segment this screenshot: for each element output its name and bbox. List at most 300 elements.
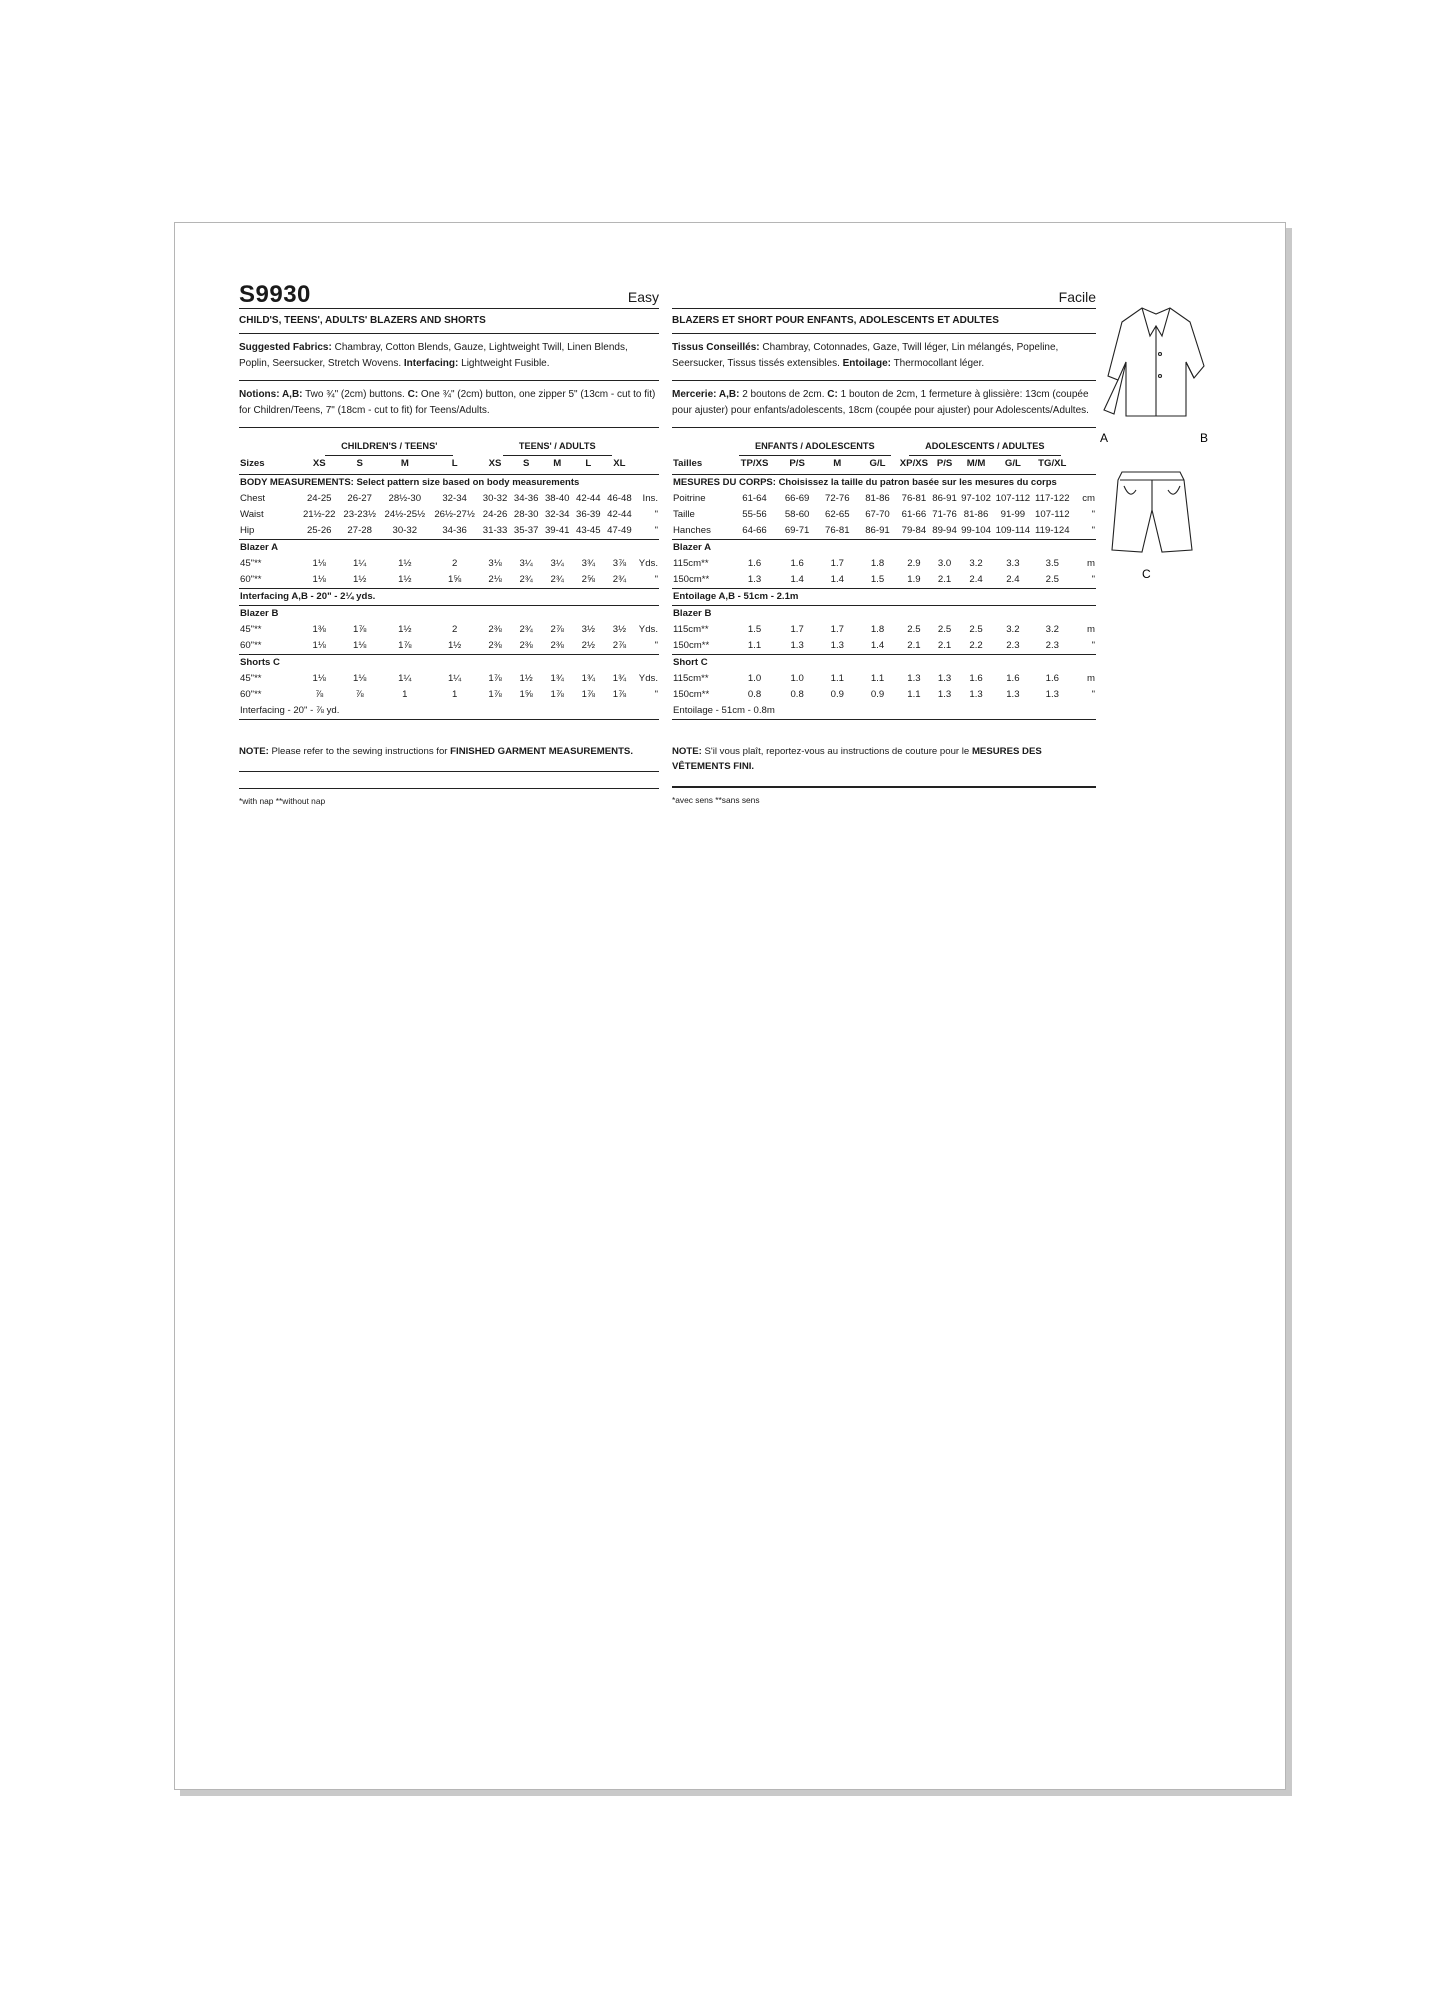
table-cell: 97-102 bbox=[961, 493, 991, 504]
pattern-title-fr: BLAZERS ET SHORT POUR ENFANTS, ADOLESCENTS ET ADULTES bbox=[672, 313, 1096, 334]
table-cell: 21½-22 bbox=[302, 509, 336, 520]
difficulty-level-fr: Facile bbox=[1058, 289, 1096, 305]
interfacing-text: Thermocollant léger. bbox=[890, 358, 985, 369]
table-cell: 1⅞ bbox=[353, 624, 367, 635]
unit-cell: " bbox=[654, 640, 658, 651]
table-cell: 2 bbox=[451, 624, 458, 635]
table-cell: 32-34 bbox=[442, 493, 467, 504]
interfacing-ab-row-label: Entoilage A,B - 51cm - 2.1m bbox=[672, 589, 1096, 606]
table-cell: 38-40 bbox=[544, 493, 570, 504]
spacer-cell bbox=[1072, 456, 1096, 475]
table-cell: 61-66 bbox=[901, 509, 927, 520]
interfacing-c-label: Entoilage - 51cm - 0.8m bbox=[673, 705, 775, 716]
row-label: Taille bbox=[673, 509, 695, 520]
size-header: L bbox=[573, 456, 604, 475]
table-cell: 2¾ bbox=[612, 574, 627, 585]
table-cell: 1¾ bbox=[581, 673, 595, 684]
table-cell: 1 bbox=[451, 689, 458, 700]
table-cell: 24½-25½ bbox=[384, 509, 426, 520]
table-row bbox=[672, 507, 1096, 523]
unit-cell: " bbox=[654, 689, 658, 700]
notions bbox=[239, 387, 659, 419]
table-cell: 36-39 bbox=[576, 509, 601, 520]
unit-cell: m bbox=[1087, 624, 1095, 635]
english-header bbox=[239, 278, 659, 309]
table-cell: 3⅞ bbox=[612, 558, 627, 569]
size-header: XS bbox=[299, 456, 339, 475]
size-header: G/L bbox=[857, 456, 897, 475]
interfacing-c-row bbox=[672, 703, 1096, 720]
shorts-c-heading bbox=[672, 655, 1096, 672]
table-cell: 2⅛ bbox=[488, 574, 502, 585]
table-cell: 2⅜ bbox=[488, 624, 502, 635]
row-label: 150cm** bbox=[673, 574, 710, 585]
unit-cell: " bbox=[1091, 689, 1095, 700]
suggested-fabrics-fr bbox=[672, 340, 1096, 372]
unit-cell: Yds. bbox=[638, 673, 658, 684]
table-cell: 1.3 bbox=[1045, 689, 1059, 700]
table-cell: 1⅞ bbox=[488, 689, 502, 700]
row-label: 45"** bbox=[240, 624, 262, 635]
table-cell: 27-28 bbox=[347, 525, 372, 536]
table-end-rule bbox=[239, 720, 659, 737]
french-header bbox=[672, 278, 1096, 309]
row-label: 60"** bbox=[240, 640, 262, 651]
table-cell: 71-76 bbox=[932, 509, 957, 520]
table-cell: 2⅜ bbox=[550, 640, 564, 651]
notions-c-text: One ¾" (2cm) button, one zipper 5" (13cm - cut to fit) for Children/Teens, 7" (18cm - cut to fit) for Teens/Adults. bbox=[239, 389, 656, 416]
size-group-label: CHILDREN'S / TEENS' bbox=[325, 438, 453, 456]
table-cell: 2.1 bbox=[937, 640, 952, 651]
row-label: 45"** bbox=[240, 673, 262, 684]
size-header: S bbox=[339, 456, 379, 475]
table-cell: 0.8 bbox=[790, 689, 804, 700]
unit-cell: Yds. bbox=[638, 624, 658, 635]
view-label-a: A bbox=[1100, 431, 1109, 445]
table-cell: 2⅜ bbox=[488, 640, 502, 651]
table-cell: 1½ bbox=[447, 640, 462, 651]
size-header: P/S bbox=[930, 456, 959, 475]
size-header: XS bbox=[480, 456, 511, 475]
table-cell: 86-91 bbox=[865, 525, 890, 536]
table-cell: 86-91 bbox=[932, 493, 957, 504]
size-group-row bbox=[239, 428, 659, 456]
table-cell: 47-49 bbox=[607, 525, 632, 536]
table-cell: 72-76 bbox=[825, 493, 850, 504]
unit-cell: " bbox=[654, 574, 658, 585]
interfacing-ab-row-label: Interfacing A,B - 20" - 2¼ yds. bbox=[239, 589, 659, 606]
table-cell: 1.4 bbox=[870, 640, 885, 651]
table-cell: 1⅛ bbox=[353, 673, 367, 684]
table-cell: 89-94 bbox=[932, 525, 957, 536]
row-label: 60"** bbox=[240, 689, 262, 700]
interfacing-label: Entoilage: bbox=[842, 358, 891, 369]
table-cell: ⅞ bbox=[315, 689, 324, 700]
table-cell: 1.8 bbox=[870, 558, 885, 569]
table-cell: 24-25 bbox=[306, 493, 332, 504]
table-cell: 1.9 bbox=[907, 574, 921, 585]
sizes-row bbox=[672, 456, 1096, 475]
table-cell: 26-27 bbox=[347, 493, 372, 504]
blazer-a-heading-label: Blazer A bbox=[672, 540, 1096, 557]
size-header: G/L bbox=[993, 456, 1032, 475]
unit-cell: " bbox=[1091, 574, 1095, 585]
table-cell: 1.7 bbox=[830, 624, 844, 635]
table-cell: 55-56 bbox=[742, 509, 767, 520]
table-cell: 1¼ bbox=[398, 673, 412, 684]
row-label: Poitrine bbox=[673, 493, 706, 504]
row-label: Hip bbox=[240, 525, 255, 536]
table-row bbox=[239, 556, 659, 572]
table-cell: 1.4 bbox=[790, 574, 804, 585]
table-cell: 2.1 bbox=[907, 640, 921, 651]
table-cell: 1¾ bbox=[550, 673, 564, 684]
note-label: NOTE: bbox=[239, 746, 269, 757]
table-row bbox=[672, 687, 1096, 703]
table-cell: 1⅞ bbox=[398, 640, 412, 651]
interfacing-text: Lightweight Fusible. bbox=[458, 358, 550, 369]
table-cell: 1.3 bbox=[1006, 689, 1020, 700]
table-cell: 1.0 bbox=[790, 673, 804, 684]
interfacing-c-label: Interfacing - 20" - ⅞ yd. bbox=[240, 705, 340, 716]
table-cell: 3⅛ bbox=[488, 558, 502, 569]
table-row bbox=[672, 523, 1096, 540]
table-cell: 2⅞ bbox=[550, 624, 564, 635]
footnote: *with nap **without nap bbox=[239, 796, 326, 806]
table-cell: 79-84 bbox=[901, 525, 927, 536]
table-cell: 25-26 bbox=[306, 525, 332, 536]
table-cell: 1⅞ bbox=[488, 673, 502, 684]
shorts-c-heading-label: Shorts C bbox=[239, 655, 659, 672]
unit-cell: cm bbox=[1082, 493, 1095, 504]
fabrics-label: Tissus Conseillés: bbox=[672, 342, 760, 353]
size-header: S bbox=[511, 456, 542, 475]
table-cell: 1½ bbox=[398, 558, 412, 569]
notions-text: 2 boutons de 2cm. bbox=[739, 389, 828, 400]
table-cell: 1⅛ bbox=[312, 673, 326, 684]
table-cell: 3.2 bbox=[1006, 624, 1020, 635]
blazer-a-heading-label: Blazer A bbox=[239, 540, 659, 557]
table-cell: 1⅞ bbox=[581, 689, 595, 700]
table-cell: 2½ bbox=[581, 640, 595, 651]
table-cell: 42-44 bbox=[576, 493, 601, 504]
notions-c-label: C: bbox=[827, 389, 838, 400]
table-cell: 1.3 bbox=[790, 640, 804, 651]
row-label: Hanches bbox=[673, 525, 711, 536]
body-heading: BODY MEASUREMENTS: Select pattern size based on body measurements bbox=[240, 477, 580, 488]
table-cell: 1⅝ bbox=[447, 574, 462, 585]
table-cell: 2⅞ bbox=[612, 640, 627, 651]
row-label: 115cm** bbox=[673, 558, 709, 569]
finished-measurements-note-fr bbox=[672, 744, 1096, 787]
table-cell: 32-34 bbox=[544, 509, 570, 520]
size-header: M bbox=[542, 456, 573, 475]
table-cell: 34-36 bbox=[513, 493, 539, 504]
table-cell: 61-64 bbox=[742, 493, 767, 504]
table-cell: 2.5 bbox=[907, 624, 921, 635]
table-cell: 117-122 bbox=[1035, 493, 1070, 504]
size-group-adults bbox=[480, 428, 635, 456]
spacer-cell bbox=[635, 456, 659, 475]
table-cell: 2.1 bbox=[937, 574, 952, 585]
table-cell: 30-32 bbox=[392, 525, 418, 536]
table-cell: 67-70 bbox=[865, 509, 890, 520]
table-cell: 43-45 bbox=[576, 525, 601, 536]
table-cell: 1.5 bbox=[747, 624, 762, 635]
table-cell: 2 bbox=[451, 558, 458, 569]
table-cell: 2⅜ bbox=[519, 640, 533, 651]
table-cell: 76-81 bbox=[901, 493, 927, 504]
table-cell: 81-86 bbox=[963, 509, 989, 520]
table-row bbox=[672, 622, 1096, 638]
table-row bbox=[239, 572, 659, 589]
view-label-c: C bbox=[1142, 567, 1151, 581]
size-group-label: ADOLESCENTS / ADULTES bbox=[909, 438, 1060, 456]
spacer-cell bbox=[672, 428, 732, 456]
divider bbox=[239, 380, 659, 381]
table-cell: 0.9 bbox=[830, 689, 844, 700]
row-label: 45"** bbox=[240, 558, 262, 569]
table-cell: 2¾ bbox=[519, 574, 533, 585]
blazer-b-heading-label: Blazer B bbox=[672, 606, 1096, 623]
shorts-c-heading-label: Short C bbox=[672, 655, 1096, 672]
table-cell: 1.3 bbox=[830, 640, 844, 651]
size-header: XP/XS bbox=[898, 456, 931, 475]
unit-cell: m bbox=[1087, 558, 1095, 569]
size-header: P/S bbox=[777, 456, 817, 475]
table-row bbox=[239, 638, 659, 655]
blazer-b-heading bbox=[672, 606, 1096, 623]
table-cell: 1.3 bbox=[969, 689, 983, 700]
notions-fr bbox=[672, 387, 1096, 419]
unit-cell: " bbox=[654, 525, 658, 536]
table-cell: 109-114 bbox=[995, 525, 1031, 536]
table-cell: 2.5 bbox=[937, 624, 952, 635]
table-cell: 24-26 bbox=[482, 509, 508, 520]
row-label: 115cm** bbox=[673, 624, 709, 635]
table-cell: 69-71 bbox=[784, 525, 810, 536]
table-cell: 107-112 bbox=[1035, 509, 1070, 520]
row-label: 60"** bbox=[240, 574, 262, 585]
table-cell: 1.6 bbox=[747, 558, 762, 569]
notions-label: Notions: A,B: bbox=[239, 389, 303, 400]
size-header: M bbox=[817, 456, 857, 475]
finished-measurements-note bbox=[239, 744, 659, 772]
table-cell: 107-112 bbox=[995, 493, 1031, 504]
table-cell: 46-48 bbox=[607, 493, 632, 504]
table-cell: 3.3 bbox=[1006, 558, 1020, 569]
table-cell: 1½ bbox=[519, 673, 533, 684]
table-cell: 1.8 bbox=[870, 624, 885, 635]
view-label-b: B bbox=[1200, 431, 1209, 445]
note-bold: MESURES DES VÊTEMENTS FINI. bbox=[672, 746, 1042, 772]
table-cell: 2¾ bbox=[550, 574, 564, 585]
table-cell: 2.4 bbox=[1006, 574, 1020, 585]
divider bbox=[672, 787, 1096, 788]
size-group-label: ENFANTS / ADOLESCENTS bbox=[739, 438, 891, 456]
table-row bbox=[239, 622, 659, 638]
unit-cell: Yds. bbox=[638, 558, 658, 569]
size-group-children bbox=[732, 428, 898, 456]
table-cell: 1 bbox=[402, 689, 408, 700]
table-cell: 3½ bbox=[612, 624, 627, 635]
yardage-table-fr bbox=[672, 428, 1096, 736]
spacer-cell bbox=[1072, 428, 1096, 456]
notions-text: Two ¾" (2cm) buttons. bbox=[302, 389, 408, 400]
table-cell: 1.1 bbox=[870, 673, 885, 684]
table-row bbox=[672, 491, 1096, 507]
size-header: M bbox=[380, 456, 430, 475]
table-cell: 3.5 bbox=[1045, 558, 1059, 569]
interfacing-label: Interfacing: bbox=[403, 358, 459, 369]
table-cell: 2.5 bbox=[1045, 574, 1059, 585]
divider bbox=[239, 788, 659, 789]
table-cell: 1⅛ bbox=[312, 640, 326, 651]
table-cell: 1½ bbox=[398, 624, 412, 635]
table-end-rule bbox=[672, 720, 1096, 737]
unit-cell: " bbox=[1091, 509, 1095, 520]
blazer-sketch bbox=[1104, 308, 1204, 416]
table-cell: 2¾ bbox=[519, 624, 533, 635]
table-row bbox=[239, 671, 659, 687]
sizes-row bbox=[239, 456, 659, 475]
row-label: Chest bbox=[240, 493, 266, 504]
note-text: Please refer to the sewing instructions for bbox=[268, 746, 451, 757]
shorts-c-heading bbox=[239, 655, 659, 672]
table-cell: 76-81 bbox=[825, 525, 850, 536]
table-cell: 3.2 bbox=[1045, 624, 1059, 635]
divider bbox=[672, 380, 1096, 381]
table-row bbox=[672, 638, 1096, 655]
table-cell: 1¼ bbox=[353, 558, 367, 569]
notions-c-text: 1 bouton de 2cm, 1 fermeture à glissière: 13cm (coupée pour ajuster) pour enfants/adolescents, 18cm (coupée pour ajuster) pour Adolescents/Adultes. bbox=[672, 389, 1089, 416]
table-cell: 64-66 bbox=[742, 525, 767, 536]
table-cell: 3¼ bbox=[519, 558, 533, 569]
table-cell: 35-37 bbox=[513, 525, 539, 536]
table-cell: 1.0 bbox=[747, 673, 762, 684]
table-cell: 1.3 bbox=[937, 673, 952, 684]
size-header: XL bbox=[604, 456, 635, 475]
table-cell: 23-23½ bbox=[343, 509, 376, 520]
table-cell: ⅞ bbox=[355, 689, 364, 700]
table-row bbox=[672, 572, 1096, 589]
table-cell: 1.3 bbox=[907, 673, 921, 684]
table-cell: 81-86 bbox=[865, 493, 890, 504]
table-cell: 1⅛ bbox=[312, 558, 326, 569]
table-cell: 28½-30 bbox=[388, 493, 422, 504]
french-column bbox=[672, 278, 1096, 808]
blazer-b-heading-label: Blazer B bbox=[239, 606, 659, 623]
size-header: M/M bbox=[959, 456, 993, 475]
spacer-cell bbox=[239, 428, 299, 456]
fabrics-text: Chambray, Cotonnades, Gaze, Twill léger, Lin mélangés, Popeline, Seersucker, Tissus tissés extensibles. bbox=[672, 342, 1059, 369]
table-cell: 1⅛ bbox=[312, 574, 326, 585]
table-cell: 3.0 bbox=[937, 558, 952, 569]
table-cell: 2⅝ bbox=[581, 574, 595, 585]
table-cell: 1⅞ bbox=[612, 689, 627, 700]
table-cell: 66-69 bbox=[784, 493, 810, 504]
table-cell: 42-44 bbox=[607, 509, 632, 520]
table-cell: 34-36 bbox=[442, 525, 467, 536]
unit-cell: " bbox=[1091, 525, 1095, 536]
blazer-a-heading bbox=[672, 540, 1096, 557]
unit-cell: Ins. bbox=[642, 493, 658, 504]
table-cell: 39-41 bbox=[544, 525, 570, 536]
unit-cell: " bbox=[1091, 640, 1095, 651]
table-cell: 1.5 bbox=[870, 574, 885, 585]
table-cell: 1½ bbox=[353, 574, 367, 585]
size-group-row bbox=[672, 428, 1096, 456]
table-cell: 62-65 bbox=[825, 509, 850, 520]
table-row bbox=[672, 671, 1096, 687]
table-cell: 99-104 bbox=[961, 525, 991, 536]
table-cell: 28-30 bbox=[513, 509, 539, 520]
row-label: 150cm** bbox=[673, 689, 710, 700]
table-cell: 3.2 bbox=[969, 558, 983, 569]
table-cell: 1.1 bbox=[747, 640, 762, 651]
table-cell: 1¼ bbox=[447, 673, 462, 684]
table-cell: 1.6 bbox=[1045, 673, 1059, 684]
table-row bbox=[672, 556, 1096, 572]
note-bold: FINISHED GARMENT MEASUREMENTS. bbox=[450, 746, 633, 757]
notions-c-label: C: bbox=[407, 389, 419, 400]
body-measurements-heading bbox=[672, 475, 1096, 492]
table-row bbox=[239, 507, 659, 523]
table-cell: 2.5 bbox=[969, 624, 983, 635]
size-header: TP/XS bbox=[732, 456, 777, 475]
table-cell: 91-99 bbox=[1000, 509, 1026, 520]
table-cell: 1.6 bbox=[969, 673, 983, 684]
size-group-children bbox=[299, 428, 480, 456]
shorts-sketch bbox=[1112, 472, 1192, 552]
table-cell: 1.3 bbox=[747, 574, 762, 585]
table-cell: 1⅝ bbox=[519, 689, 533, 700]
table-cell: 30-32 bbox=[482, 493, 508, 504]
table-row bbox=[239, 687, 659, 703]
table-cell: 3¼ bbox=[550, 558, 564, 569]
table-cell: 58-60 bbox=[784, 509, 810, 520]
table-cell: 1½ bbox=[398, 574, 412, 585]
english-column bbox=[239, 278, 659, 809]
table-cell: 2.2 bbox=[969, 640, 983, 651]
table-cell: 1.6 bbox=[790, 558, 804, 569]
interfacing-c-row bbox=[239, 703, 659, 720]
table-cell: 1.3 bbox=[937, 689, 952, 700]
table-cell: 1.4 bbox=[830, 574, 844, 585]
body-measurements-heading bbox=[239, 475, 659, 492]
sizes-label: Sizes bbox=[239, 456, 299, 475]
spacer-cell bbox=[635, 428, 659, 456]
table-row bbox=[239, 491, 659, 507]
footnote-fr: *avec sens **sans sens bbox=[672, 795, 760, 805]
unit-cell: " bbox=[654, 509, 658, 520]
table-cell: 1¾ bbox=[612, 673, 627, 684]
size-header: TG/XL bbox=[1033, 456, 1072, 475]
notions-label: Mercerie: A,B: bbox=[672, 389, 740, 400]
table-cell: 0.8 bbox=[747, 689, 762, 700]
note-text: S'il vous plaît, reportez-vous au instructions de couture pour le bbox=[701, 746, 972, 757]
unit-cell: m bbox=[1087, 673, 1095, 684]
pattern-title: CHILD'S, TEENS', ADULTS' BLAZERS AND SHORTS bbox=[239, 313, 659, 334]
table-cell: 119-124 bbox=[1035, 525, 1070, 536]
sizes-label: Tailles bbox=[672, 456, 732, 475]
table-cell: 1⅜ bbox=[312, 624, 326, 635]
fabrics-text: Chambray, Cotton Blends, Gauze, Lightweight Twill, Linen Blends, Poplin, Seersucker, Stretch Wovens. bbox=[239, 342, 628, 369]
yardage-table bbox=[239, 428, 659, 736]
blazer-a-heading bbox=[239, 540, 659, 557]
table-cell: 3½ bbox=[581, 624, 595, 635]
table-cell: 1.1 bbox=[830, 673, 844, 684]
